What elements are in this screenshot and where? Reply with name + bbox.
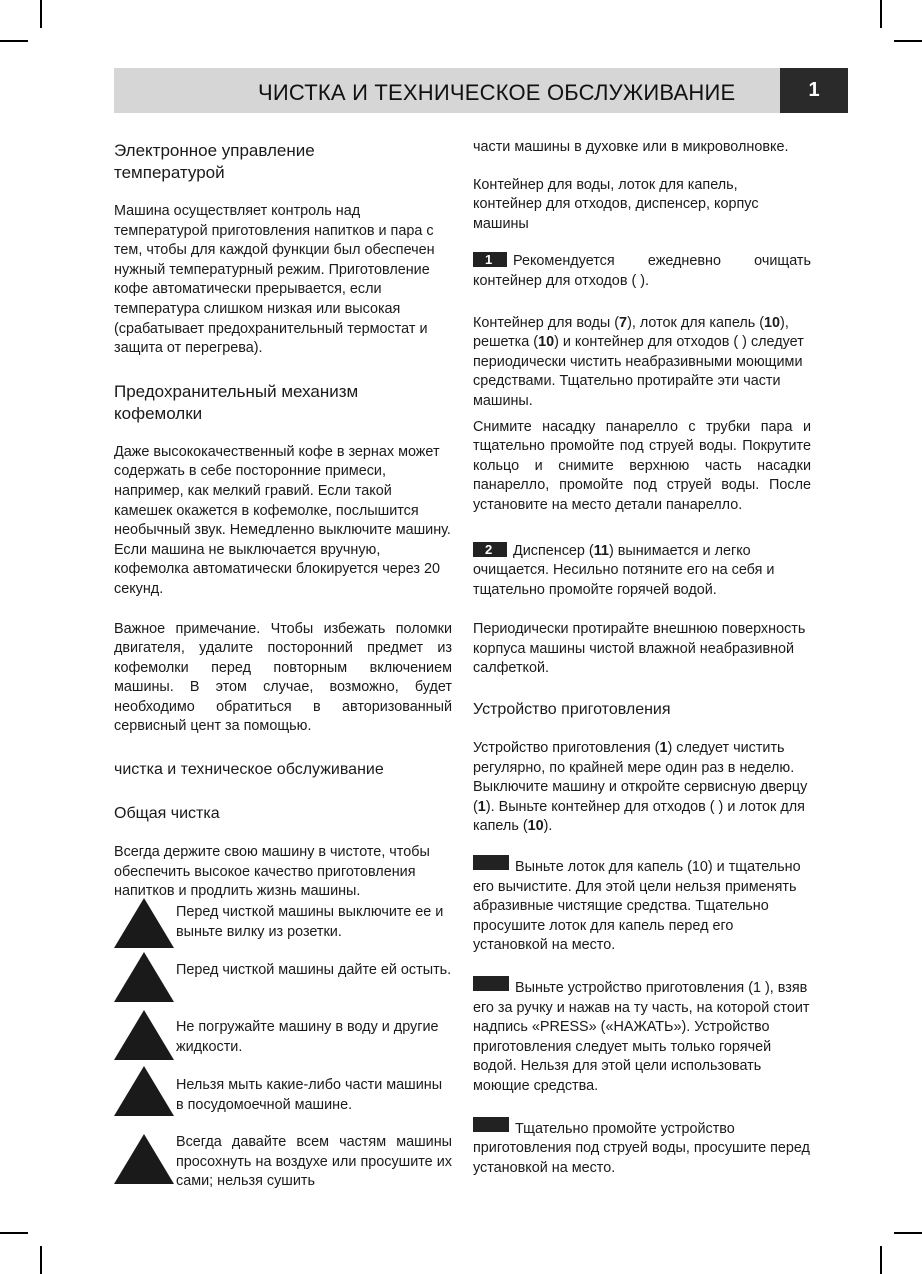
crop-mark — [0, 1232, 28, 1234]
section-title: Электронное управление температурой — [114, 141, 315, 182]
crop-mark — [40, 1246, 42, 1274]
paragraph: Контейнер для воды, лоток для капель, контейнер для отходов, диспенсер, корпус машины — [473, 176, 759, 232]
paragraph: Снимите насадку панарелло с трубки пара и тщательно промойте под струей воды. Покрутите кольцо и снимите верхнюю часть насадки панарелло, промойте под струей воды. После установите на место детали панарелло. — [473, 418, 811, 513]
paragraph-text: Тщательно промойте устройство приготовления под струей воды, просушите перед установкой на место. — [473, 1120, 810, 1176]
section-title: Предохранительный механизм кофемолки — [114, 381, 359, 423]
paragraph: Машина осуществляет контроль над температурой приготовления напитков и пара с тем, чтобы для каждой функции был обеспечен нужный температурный режим. Приготовление кофе автоматически прерывается, если температура слишком низкая или высокая (срабатывает предохранительный термостат и защита от перегрева). — [114, 203, 435, 357]
text: ). Выньте контейнер для отходов ( ) и лоток для капель ( — [473, 798, 805, 835]
paragraph: части машины в духовке или в микроволновке. — [473, 139, 789, 155]
right-column — [473, 138, 811, 1178]
paragraph: Периодически протирайте внешнюю поверхность корпуса машины чистой влажной неабразивной салфеткой. — [473, 621, 806, 677]
warning-text: Нельзя мыть какие-либо части машины в посудомоечной машине. — [176, 1077, 443, 1113]
paragraph — [473, 976, 811, 1097]
section-title: Устройство приготовления — [473, 701, 671, 719]
paragraph: Даже высококачественный кофе в зернах может содержать в себе посторонние примеси, например, как мелкий гравий. Если такой камешек окажется в кофемолке, послышится необычный звук. Немедленно выключите машину. Если машина не выключается вручную, кофемолка автоматически блокируется через 20 секунд. — [114, 443, 451, 597]
ref-number: 10 — [764, 314, 781, 331]
section-title: Общая чистка — [114, 805, 220, 823]
step-badge: 1 — [473, 252, 507, 267]
paragraph-text: Рекомендуется ежедневно очищать контейнер для отходов ( ). — [473, 253, 811, 289]
paragraph — [473, 252, 811, 291]
crop-mark — [894, 40, 922, 42]
paragraph — [473, 739, 811, 837]
paragraph: Всегда держите свою машину в чистоте, чтобы обеспечить высокое качество приготовления напитков и продлить жизнь машины. — [114, 844, 430, 900]
warning-text: Не погружайте машину в воду и другие жидкости. — [176, 1019, 439, 1055]
text: ) вынимается и легко очищается. Несильно потяните его на себя и тщательно промойте горячей водой. — [473, 542, 775, 598]
paragraph-text: Выньте устройство приготовления (1 ), взяв его за ручку и нажав на ту часть, на которой стоит надпись «PRESS» («НАЖАТЬ»). Устройство приготовления следует мыть только горячей водой. Нельзя для этой цели использовать моющие средства. — [473, 980, 810, 1094]
text: Устройство приготовления ( — [473, 740, 660, 757]
text: Диспенсер ( — [513, 542, 594, 559]
warning-text: Перед чисткой машины выключите ее и выньте вилку из розетки. — [176, 904, 444, 940]
text: ), лоток для капель ( — [627, 314, 765, 331]
ref-number: 11 — [593, 542, 609, 559]
page-title: ЧИСТКА И ТЕХНИЧЕСКОЕ ОБСЛУЖИВАНИЕ — [258, 80, 736, 105]
step-badge: 2 — [473, 542, 507, 557]
ref-number: 7 — [619, 314, 628, 331]
paragraph — [473, 1117, 811, 1179]
text: ) и контейнер для отходов ( ) следует периодически чистить неабразивными моющими средствами. Тщательно протирайте эти части машины. — [473, 334, 804, 409]
step-badge — [473, 976, 509, 991]
step-badge — [473, 855, 509, 870]
ref-number: 10 — [527, 818, 544, 835]
crop-mark — [0, 40, 28, 42]
step-badge — [473, 1117, 509, 1132]
ref-number: 10 — [538, 334, 555, 351]
text: Контейнер для воды ( — [473, 314, 620, 331]
crop-mark — [880, 1246, 882, 1274]
text: ), решетка ( — [473, 314, 789, 351]
crop-mark — [880, 0, 882, 28]
warning-icon — [114, 1066, 174, 1116]
ref-number: 1 — [659, 740, 668, 757]
warning-icon — [114, 1010, 174, 1060]
paragraph: Важное примечание. Чтобы избежать поломки двигателя, удалите посторонний предмет из кофемолки перед повторным включением машины. В этом случае, возможно, будет необходимо обратиться в авторизованный сервисный цент за помощью. — [114, 620, 452, 735]
section-title: чистка и техническое обслуживание — [114, 761, 384, 779]
left-column — [114, 140, 452, 902]
paragraph-text: Выньте лоток для капель (10) и тщательно его вычистите. Для этой цели нельзя применять абразивные чистящие средства. Тщательно просушите лоток для капель перед его установкой на место. — [473, 859, 801, 954]
paragraph — [473, 542, 811, 601]
crop-mark — [894, 1232, 922, 1234]
page-number: 1 — [780, 68, 848, 113]
paragraph — [473, 314, 811, 412]
warning-icon — [114, 952, 174, 1002]
warning-text: Перед чисткой машины дайте ей остыть. — [176, 962, 452, 978]
ref-number: 1 — [477, 798, 486, 815]
text: ). — [543, 818, 553, 835]
crop-mark — [40, 0, 42, 28]
warning-icon — [114, 898, 174, 948]
paragraph — [473, 855, 811, 956]
warning-text: Всегда давайте всем частям машины просохнуть на воздухе или просушите их сами; нельзя сушить — [176, 1134, 452, 1190]
warning-icon — [114, 1134, 174, 1184]
text: ) следует чистить регулярно, по крайней мере один раз в неделю. Выключите машину и откройте сервисную дверцу ( — [473, 740, 808, 815]
